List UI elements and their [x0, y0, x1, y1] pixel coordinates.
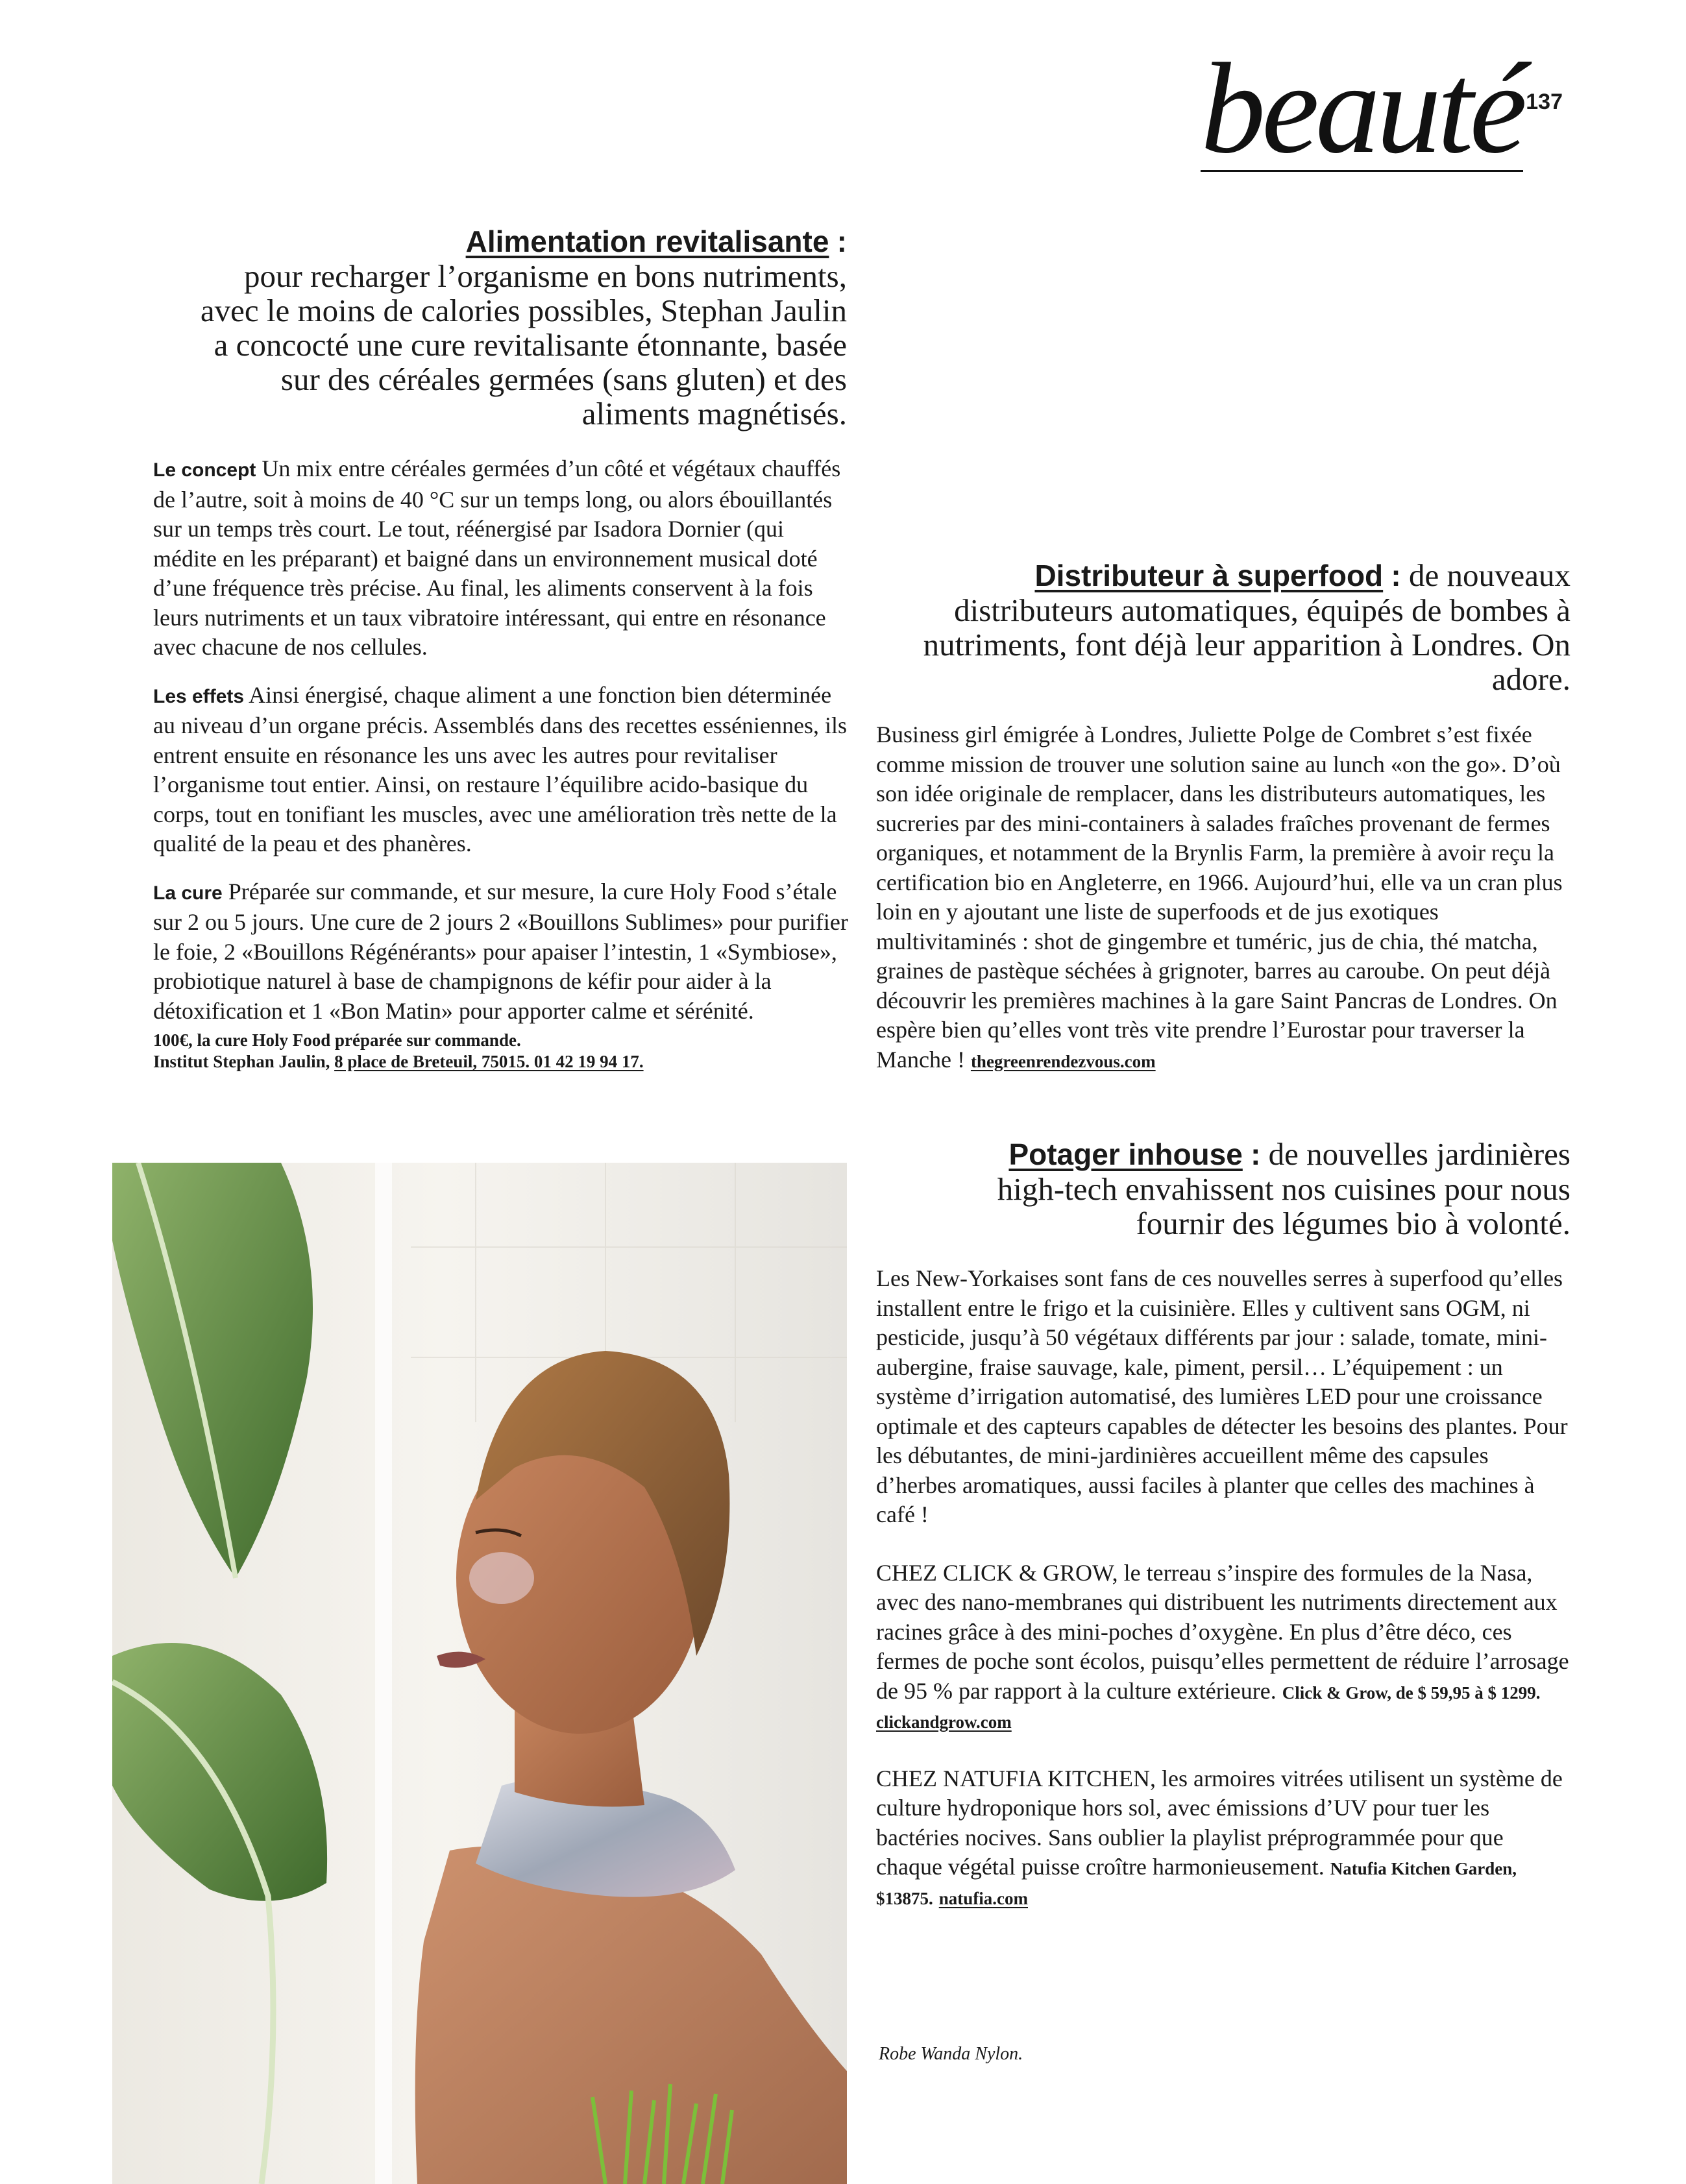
cure-credit — [153, 1030, 849, 1073]
potager-heading — [941, 1137, 1570, 1241]
distributeur-colon: : — [1391, 559, 1401, 592]
click-grow-credit: Click & Grow, de $ 59,95 à $ 1299. — [1282, 1682, 1541, 1703]
distributeur-text: Business girl émigrée à Londres, Juliette Polge de Combret s’est fixée comme mission de trouver une solution saine au lunch «on the go». D’où son idée originale de remplacer, dans les distributeurs automatiques, les sucreries par des mini-containers à salades fraîches provenant de fermes organiques, et notamment de la Brynlis Farm, la première à avoir reçu la certification bio en Angleterre, en 1966. Aujourd’hui, elle va un cran plus loin en y ajoutant une liste de superfoods et de jus exotiques multivitaminés : shot de gingembre et tuméric, jus de chia, thé matcha, graines de pastèque séchées à grignoter, barres au caroube. On peut déjà découvrir les premières machines à la gare Saint Pancras de Londres. On espère bien qu’elles vont très vite prendre l’Eurostar pour traverser la Manche ! — [876, 722, 1563, 1073]
potager-intro: de nouvelles jardinières high-tech envahissent nos cuisines pour nous fournir des légumes bio à volonté. — [997, 1136, 1570, 1241]
potager-title: Potager inhouse — [1008, 1137, 1243, 1171]
click-grow-link[interactable]: clickandgrow.com — [876, 1712, 1012, 1732]
potager-paragraph-1: Les New-Yorkaises sont fans de ces nouvelles serres à superfood qu’elles installent entre le frigo et la cuisinière. Elles y cultivent sans OGM, ni pesticide, jusqu’à 50 végétaux différents par jour : salade, tomate, mini-aubergine, fraise sauvage, kale, piment, persil… L’équipement : un système d’irrigation automatisé, des lumières LED pour une croissance optimale et des capteurs capables de détecter les besoins des plantes. Pour les débutantes, de mini-jardinières accueillent même des capsules d’herbes aromatiques, aussi faciles à planter que celles des machines à café ! — [876, 1265, 1568, 1527]
masthead — [1201, 37, 1563, 180]
editorial-photo — [112, 1163, 847, 2184]
distributeur-title: Distributeur à superfood — [1034, 559, 1384, 592]
potager-paragraph-3 — [876, 1764, 1574, 1912]
alimentation-body — [153, 454, 849, 1073]
alimentation-colon: : — [837, 224, 847, 258]
distributeur-link[interactable]: thegreenrendezvous.com — [970, 1051, 1156, 1071]
distributeur-paragraph — [876, 720, 1572, 1074]
concept-lead: Le concept — [153, 459, 256, 481]
concept-text: Un mix entre céréales germées d’un côté et végétaux chauffés de l’autre, soit à moins de 40 °C sur un temps long, ou alors ébouillantés sur un temps très court. Le tout, réénergisé par Isadora Dornier (qui médite en les préparant) et baigné dans un environnement musical doté d’une fréquence très précise. Au final, les aliments conservent à la fois leurs nutriments et un taux vibratoire intéressant, qui entre en résonance avec chacune de nos cellules. — [153, 455, 841, 660]
potager-body — [876, 1264, 1574, 1930]
effets-lead: Les effets — [153, 685, 245, 707]
page-number: 137 — [1526, 90, 1563, 114]
alimentation-intro: pour recharger l’organisme en bons nutriments, avec le moins de calories possibles, Stephan Jaulin a concocté une cure revitalisante étonnante, basée sur des céréales germées (sans gluten) et des aliments magnétisés. — [200, 258, 847, 431]
cure-lead: La cure — [153, 882, 223, 904]
cure-text: Préparée sur commande, et sur mesure, la cure Holy Food s’étale sur 2 ou 5 jours. Une cure de 2 jours 2 «Bouillons Sublimes» pour purifier le foie, 2 «Bouillons Régénérants» pour apaiser l’intestin, 1 «Symbiose», probiotique naturel à base de champignons de kéfir pour aider à la détoxification et 1 «Bon Matin» pour apporter calme et sérénité. — [153, 878, 848, 1024]
natufia-credit: Natufia Kitchen Garden, $13875. — [876, 1859, 1517, 1908]
cure-address-label: Institut Stephan Jaulin, — [153, 1052, 335, 1071]
cure-paragraph — [153, 877, 849, 1026]
natufia-text: CHEZ NATUFIA KITCHEN, les armoires vitrées utilisent un système de culture hydroponique hors sol, avec émissions d’UV pour tuer les bactéries nocives. Sans oublier la playlist préprogrammée pour que chaque végétal puisse croître harmonieusement. — [876, 1765, 1563, 1880]
alimentation-title: Alimentation revitalisante — [465, 224, 829, 258]
cure-price: 100€, la cure Holy Food préparée sur commande. — [153, 1030, 521, 1050]
click-grow-text: CHEZ CLICK & GROW, le terreau s’inspire des formules de la Nasa, avec des nano-membranes qui distribuent les nutriments directement aux racines grâce à des mini-poches d’oxygène. En plus d’être déco, ces fermes de poche sont écolos, puisqu’elles permettent de réduire l’arrosage de 95 % par rapport à la culture extérieure. — [876, 1559, 1569, 1704]
distributeur-intro: de nouveaux distributeurs automatiques, équipés de bombes à nutriments, font déjà leur apparition à Londres. On adore. — [923, 557, 1570, 697]
photo-caption: Robe Wanda Nylon. — [879, 2044, 1023, 2064]
cure-address-link[interactable]: 8 place de Breteuil, 75015. 01 42 19 94 17. — [334, 1052, 644, 1071]
cure-address — [153, 1051, 849, 1073]
distributeur-heading — [889, 558, 1570, 696]
concept-paragraph — [153, 454, 849, 662]
effets-paragraph — [153, 681, 849, 859]
effets-text: Ainsi énergisé, chaque aliment a une fonction bien déterminée au niveau d’un organe précis. Assemblés dans des recettes esséniennes, ils entrent ensuite en résonance les uns avec les autres pour revitaliser l’organisme tout entier. Ainsi, on restaure l’équilibre acido-basique du corps, tout en tonifiant les muscles, avec une amélioration très nette de la qualité de la peau et des phanères. — [153, 681, 848, 856]
potager-colon: : — [1251, 1137, 1261, 1171]
section-title: beauté — [1201, 37, 1524, 180]
natufia-link[interactable]: natufia.com — [938, 1888, 1028, 1908]
photo-illustration — [112, 1163, 847, 2184]
potager-paragraph-2 — [876, 1559, 1574, 1736]
distributeur-body — [876, 720, 1572, 1093]
alimentation-heading — [195, 224, 847, 431]
